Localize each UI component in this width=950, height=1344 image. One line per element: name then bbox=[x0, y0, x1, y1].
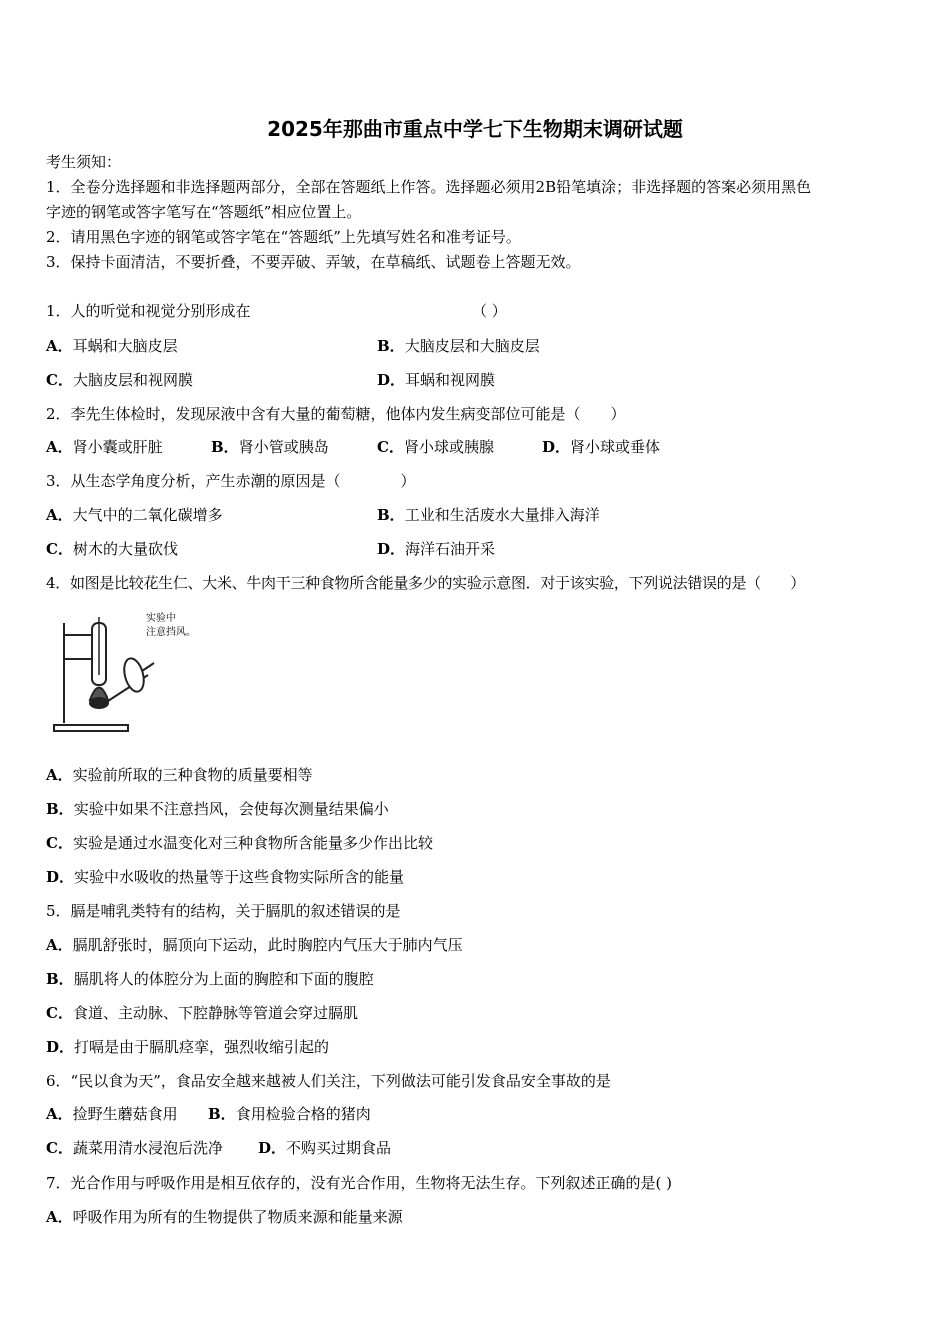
question-5-stem: 5．膈是哺乳类特有的结构，关于膈肌的叙述错误的是 bbox=[46, 902, 401, 920]
option-1d: D．耳蜗和视网膜 bbox=[377, 371, 496, 389]
option-5b: B．膈肌将人的体腔分为上面的胸腔和下面的腹腔 bbox=[46, 970, 374, 988]
calorimeter-figure bbox=[50, 605, 196, 735]
option-3c: C．树木的大量砍伐 bbox=[46, 540, 178, 558]
option-3a: A．大气中的二氧化碳增多 bbox=[46, 506, 223, 524]
option-1b: B．大脑皮层和大脑皮层 bbox=[377, 337, 540, 355]
question-4-stem: 4．如图是比较花生仁、大米、牛肉干三种食物所含能量多少的实验示意图．对于该实验，下列说法错误的是（ ） bbox=[46, 574, 805, 592]
notice-item: 字迹的钢笔或答字笔写在“答题纸”相应位置上。 bbox=[46, 203, 362, 221]
question-1-stem: 1．人的听觉和视觉分别形成在 bbox=[46, 302, 251, 320]
option-6b: B．食用检验合格的猪肉 bbox=[208, 1105, 371, 1123]
option-2a: A．肾小囊或肝脏 bbox=[46, 438, 163, 456]
option-1c: C．大脑皮层和视网膜 bbox=[46, 371, 193, 389]
notice-item: 1．全卷分选择题和非选择题两部分，全部在答题纸上作答。选择题必须用2B铅笔填涂；非选择题的答案必须用黑色 bbox=[46, 178, 812, 196]
figure-label: 实验中 bbox=[146, 613, 176, 624]
option-2b: B．肾小管或胰岛 bbox=[211, 438, 329, 456]
option-2d: D．肾小球或垂体 bbox=[542, 438, 661, 456]
notice-item: 2．请用黑色字迹的钢笔或答字笔在“答题纸”上先填写姓名和准考证号。 bbox=[46, 228, 521, 246]
option-5a: A．膈肌舒张时，膈顶向下运动，此时胸腔内气压大于肺内气压 bbox=[46, 936, 463, 954]
question-7-stem: 7．光合作用与呼吸作用是相互依存的，没有光合作用，生物将无法生存。下列叙述正确的是( ) bbox=[46, 1174, 673, 1192]
option-1a: A．耳蜗和大脑皮层 bbox=[46, 337, 178, 355]
figure-label: 注意挡风。 bbox=[146, 627, 196, 638]
option-4a: A．实验前所取的三种食物的质量要相等 bbox=[46, 766, 313, 784]
option-6a: A．捡野生蘑菇食用 bbox=[46, 1105, 178, 1123]
question-2-stem: 2．李先生体检时，发现尿液中含有大量的葡萄糖，他体内发生病变部位可能是（ ） bbox=[46, 405, 626, 423]
option-4d: D．实验中水吸收的热量等于这些食物实际所含的能量 bbox=[46, 868, 405, 886]
option-4c: C．实验是通过水温变化对三种食物所含能量多少作出比较 bbox=[46, 834, 433, 852]
option-3d: D．海洋石油开采 bbox=[377, 540, 496, 558]
notice-heading: 考生须知： bbox=[46, 153, 122, 171]
option-5d: D．打嗝是由于膈肌痉挛，强烈收缩引起的 bbox=[46, 1038, 330, 1056]
option-3b: B．工业和生活废水大量排入海洋 bbox=[377, 506, 600, 524]
question-6-stem: 6．“民以食为天”，食品安全越来越被人们关注，下列做法可能引发食品安全事故的是 bbox=[46, 1072, 611, 1090]
page-title: 2025年那曲市重点中学七下生物期末调研试题 bbox=[267, 117, 683, 141]
question-3-stem: 3．从生态学角度分析，产生赤潮的原因是（ ） bbox=[46, 472, 416, 490]
option-7a: A．呼吸作用为所有的生物提供了物质来源和能量来源 bbox=[46, 1208, 403, 1226]
option-5c: C．食道、主动脉、下腔静脉等管道会穿过膈肌 bbox=[46, 1004, 358, 1022]
option-6d: D．不购买过期食品 bbox=[258, 1139, 392, 1157]
notice-item: 3．保持卡面清洁，不要折叠，不要弄破、弄皱，在草稿纸、试题卷上答题无效。 bbox=[46, 253, 581, 271]
question-1-answer-paren: （ ） bbox=[472, 302, 507, 320]
option-2c: C．肾小球或胰腺 bbox=[377, 438, 494, 456]
option-6c: C．蔬菜用清水浸泡后洗净 bbox=[46, 1139, 223, 1157]
option-4b: B．实验中如果不注意挡风，会使每次测量结果偏小 bbox=[46, 800, 389, 818]
